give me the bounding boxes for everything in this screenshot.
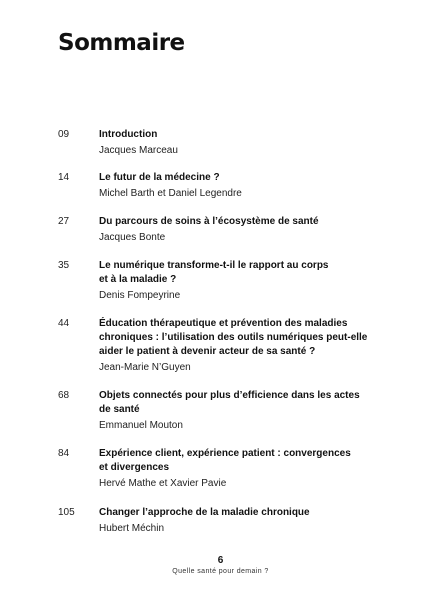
toc-page-number: 09 xyxy=(58,129,70,140)
toc-page-number: 44 xyxy=(58,318,70,329)
running-footer: Quelle santé pour demain ? xyxy=(172,568,269,575)
toc-entry-author: Hervé Mathe et Xavier Pavie xyxy=(99,478,227,489)
toc-entry-title: Le numérique transforme-t-il le rapport au corps et à la maladie ? xyxy=(99,260,329,285)
toc-page-number: 68 xyxy=(58,390,70,401)
toc-entry-author: Jacques Bonte xyxy=(99,232,166,243)
toc-entry-title: Changer l’approche de la maladie chronique xyxy=(99,507,310,518)
toc-page-number: 14 xyxy=(58,172,70,183)
toc-page-number: 84 xyxy=(58,448,70,459)
toc-entry-author: Denis Fompeyrine xyxy=(99,290,181,301)
toc-entry-title: Le futur de la médecine ? xyxy=(99,172,220,183)
toc-entry-author: Michel Barth et Daniel Legendre xyxy=(99,188,242,199)
toc-entry-author: Hubert Méchin xyxy=(99,523,165,534)
toc-page-number: 27 xyxy=(58,216,70,227)
toc-entry-title: Objets connectés pour plus d’efficience dans les actes de santé xyxy=(99,390,360,415)
toc-page-number: 35 xyxy=(58,260,70,271)
toc-entry-title: Éducation thérapeutique et prévention des maladies chroniques : l’utilisation des outils numériques peut-elle aider le patient à devenir acteur de sa santé ? xyxy=(99,318,368,357)
toc-entry-author: Emmanuel Mouton xyxy=(99,420,183,431)
toc-entry-title: Expérience client, expérience patient : convergences et divergences xyxy=(99,448,351,473)
toc-entry-author: Jacques Marceau xyxy=(99,145,178,156)
page-title: Sommaire xyxy=(58,30,185,56)
toc-entry-title: Introduction xyxy=(99,129,158,140)
toc-entry-author: Jean-Marie N’Guyen xyxy=(99,362,191,373)
page-number: 6 xyxy=(217,555,224,566)
toc-page-number: 105 xyxy=(58,507,75,518)
toc-entry-title: Du parcours de soins à l’écosystème de santé xyxy=(99,216,319,227)
